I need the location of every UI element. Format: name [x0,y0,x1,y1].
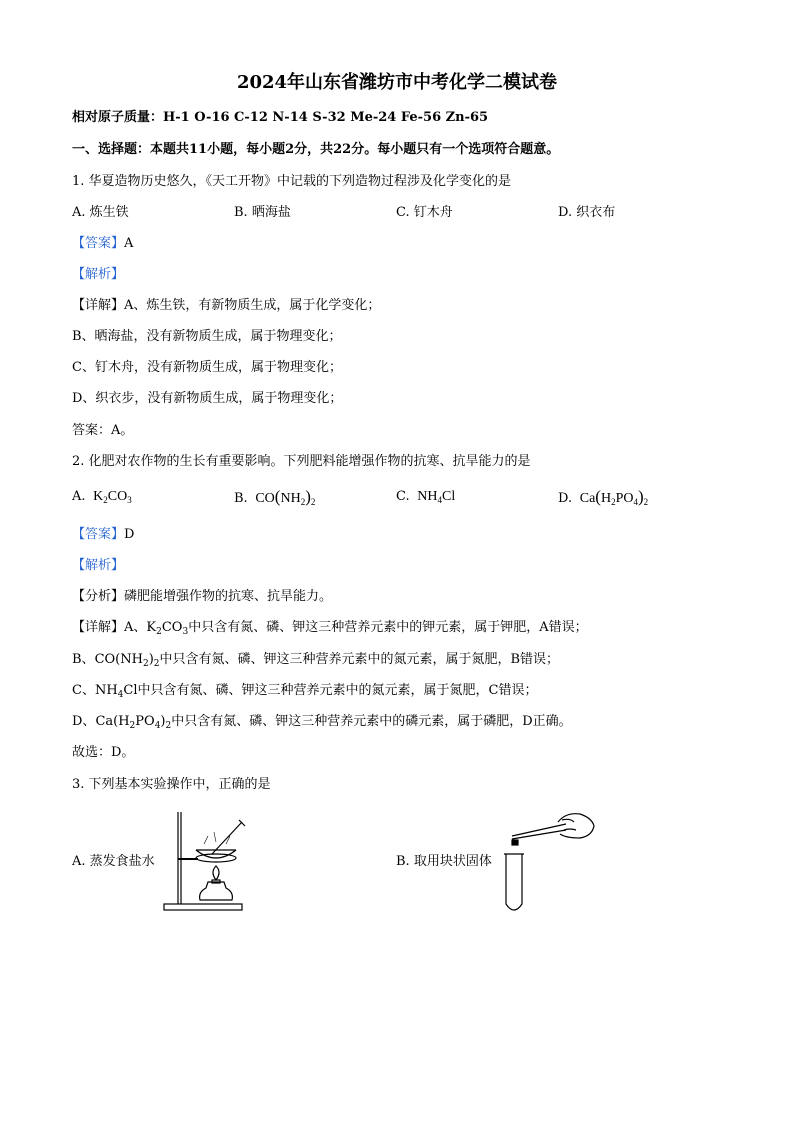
q2-option-b [234,489,315,507]
formula-ca-h2po4: $Ca(H_2PO_4)_2$ [576,487,649,507]
formula-k2co3: $K_2CO_3$ [89,489,132,505]
option-letter: D. [558,491,573,506]
question-1-stem: 1. 华夏造物历史悠久，《天工开物》中记载的下列造物过程涉及化学变化的是 [72,174,512,189]
detail-text: 中只含有氮、磷、钾这三种营养元素中的氮元素，属于氮肥，B错误； [159,652,560,667]
option-letter: B. [234,491,248,506]
detail-tag: 【详解】 [72,298,125,313]
fenxi-tag: 【分析】 [72,589,125,604]
option-letter: C. [396,489,410,504]
section-heading: 一、选择题：本题共11小题，每小题2分，共22分。每小题只有一个选项符合题意。 [72,142,560,157]
q2-detail-line-d [72,714,572,730]
formula-urea: $CO(NH_2)_2$ [251,487,316,507]
q1-option-a: A. 炼生铁 [72,205,129,220]
q1-detail-line-a [72,298,380,314]
q2-fenxi-line [72,589,332,605]
detail-prefix: D、 [72,714,96,729]
q2-analysis-tag: 【解析】 [72,558,125,573]
page-title: 2024年山东省潍坊市中考化学二模试卷 [236,72,558,93]
answer-tag: 【答案】 [72,236,125,251]
detail-prefix: B、 [72,652,95,667]
detail-text: A、炼生铁，有新物质生成，属于化学变化； [124,298,381,313]
evaporation-apparatus-illustration [160,808,250,914]
q1-option-d: D. 织衣布 [558,205,616,220]
formula-nh4cl-inline: $NH_4Cl$ [94,683,138,700]
q2-option-a [72,489,132,505]
q2-conclusion: 故选：D。 [72,745,135,760]
detail-text: 中只含有氮、磷、钾这三种营养元素中的钾元素，属于钾肥，A错误； [188,620,588,635]
q2-option-d [558,489,648,507]
atomic-mass-line: 相对原子质量：H-1 O-16 C-12 N-14 S-32 Me-24 Fe-56 Zn-65 [72,110,489,125]
q1-conclusion: 答案：A。 [72,423,134,438]
q1-answer [72,236,133,252]
detail-prefix: C、 [72,683,95,698]
detail-prefix-a: A、$K_2CO_3$ [124,620,189,637]
question-2-stem: 2. 化肥对农作物的生长有重要影响。下列肥料能增强作物的抗寒、抗旱能力的是 [72,454,531,469]
answer-tag: 【答案】 [72,527,125,542]
q2-detail-line-a [72,620,588,636]
fenxi-text: 磷肥能增强作物的抗寒、抗旱能力。 [124,589,333,604]
q3-option-b: B. 取用块状固体 [396,854,492,869]
answer-value: D [124,527,135,542]
question-3-stem: 3. 下列基本实验操作中，正确的是 [72,777,271,792]
q1-option-c: C. 钉木舟 [396,205,453,220]
q2-option-c [396,489,455,505]
option-letter: A. [72,489,86,504]
q1-detail-line-d: D、织衣步，没有新物质生成，属于物理变化； [72,391,343,406]
formula-urea-inline: $CO(NH_2)_2$ [94,652,160,669]
answer-value: A [124,236,134,251]
q2-answer [72,527,134,543]
q2-detail-line-b [72,652,559,668]
formula-ca-inline: $Ca(H_2PO_4)_2$ [95,714,172,731]
formula-nh4cl: $NH_4Cl$ [413,489,456,505]
q3-option-a: A. 蒸发食盐水 [72,854,155,869]
q2-detail-line-c [72,683,537,699]
q1-option-b: B. 晒海盐 [234,205,291,220]
q1-analysis-tag: 【解析】 [72,267,125,282]
detail-text: 中只含有氮、磷、钾这三种营养元素中的磷元素，属于磷肥，D正确。 [171,714,572,729]
detail-text: 中只含有氮、磷、钾这三种营养元素中的氮元素，属于氮肥，C错误； [137,683,538,698]
detail-tag: 【详解】 [72,620,125,635]
q1-detail-line-b: B、晒海盐，没有新物质生成，属于物理变化； [72,329,342,344]
q1-detail-line-c: C、钉木舟，没有新物质生成，属于物理变化； [72,360,342,375]
test-tube-tweezers-illustration [500,806,596,916]
